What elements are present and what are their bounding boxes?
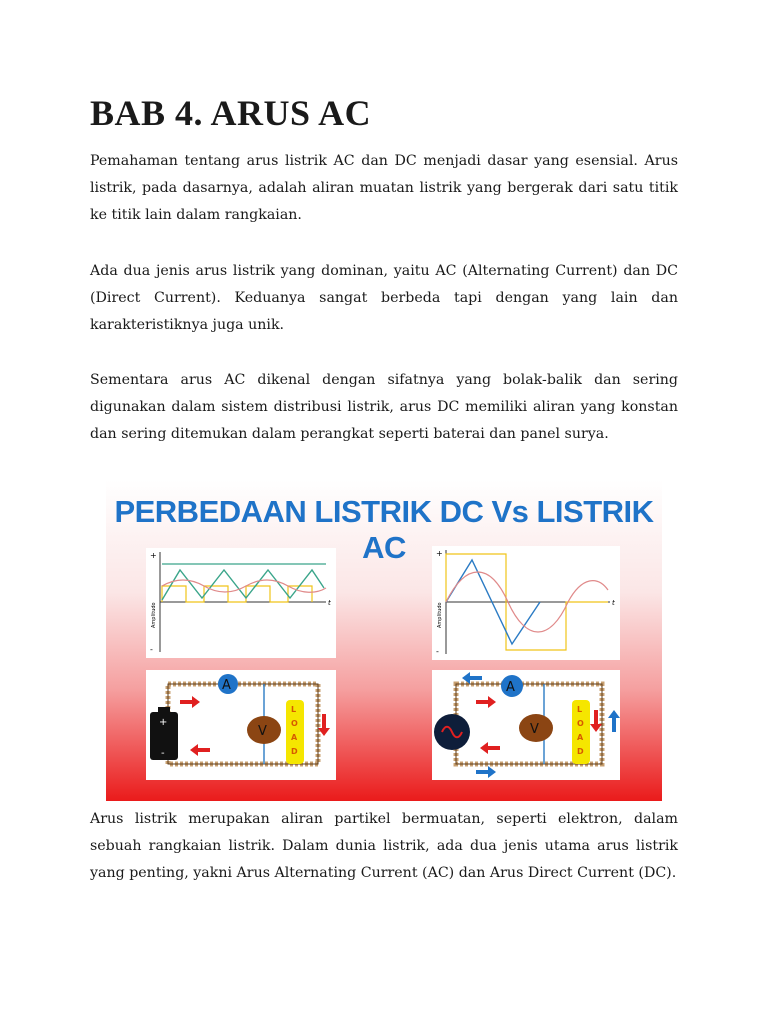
- ac-circuit-panel: [432, 670, 620, 780]
- current-arrow-left: [190, 744, 210, 756]
- t-axis-label: t: [328, 599, 331, 607]
- battery-terminal: [158, 707, 170, 713]
- ac-circuit-diagram: [432, 670, 620, 780]
- load-letter-a: A: [291, 733, 298, 742]
- current-arrow-right: [476, 696, 496, 708]
- pulse-wave-yellow: [162, 586, 312, 602]
- ammeter-label: A: [222, 678, 231, 693]
- plus-label: +: [436, 549, 443, 558]
- t-axis-label: t: [612, 599, 615, 607]
- paragraph-2: Ada dua jenis arus listrik yang dominan, yaitu AC (Alternating Current) dan DC (Direct Current). Keduanya sangat berbeda tapi dengan yang lain dan karakteristiknya juga unik.: [90, 263, 678, 333]
- dc-circuit-panel: [146, 670, 336, 780]
- amplitude-label: Amplitudo: [437, 602, 443, 628]
- ammeter-label: A: [506, 680, 515, 695]
- battery-minus: -: [161, 748, 165, 759]
- dc-waveform-graph: [146, 548, 336, 658]
- load-letter-d: D: [291, 747, 298, 756]
- minus-label: -: [436, 647, 439, 656]
- plus-label: +: [150, 551, 157, 560]
- load-letter-o: O: [291, 719, 298, 728]
- dc-vs-ac-figure: [106, 480, 662, 801]
- load-letter-o: O: [577, 719, 584, 728]
- load-letter-l: L: [291, 705, 297, 714]
- current-arrow-right: [180, 696, 200, 708]
- voltmeter-label: V: [258, 724, 267, 739]
- battery-plus: +: [159, 717, 168, 728]
- paragraph-3: Sementara arus AC dikenal dengan sifatnya yang bolak-balik dan sering digunakan dalam sistem distribusi listrik, arus DC memiliki aliran yang konstan dan sering ditemukan dalam perangkat seperti baterai dan panel surya.: [90, 372, 678, 442]
- paragraph-1: Pemahaman tentang arus listrik AC dan DC menjadi dasar yang esensial. Arus listrik, pada dasarnya, adalah aliran muatan listrik yang bergerak dari satu titik ke titik lain dalam rangkaian.: [90, 153, 678, 223]
- dc-circuit-diagram: [146, 670, 336, 780]
- load-letter-l: L: [577, 705, 583, 714]
- page-title: BAB 4. ARUS AC: [90, 93, 372, 133]
- ac-waveform-graph: [432, 546, 620, 660]
- ac-arrow-right-bottom: [476, 766, 496, 778]
- ac-arrow-up: [608, 710, 620, 732]
- load-letter-a: A: [577, 733, 584, 742]
- amplitude-label: Amplitudo: [151, 602, 157, 628]
- figure-title: PERBEDAAN LISTRIK DC Vs LISTRIK AC: [114, 494, 654, 565]
- load-letter-d: D: [577, 747, 584, 756]
- dc-waveform-panel: [146, 548, 336, 658]
- current-arrow-left: [480, 742, 500, 754]
- ac-waveform-panel: [432, 546, 620, 660]
- minus-label: -: [150, 645, 153, 654]
- voltmeter-label: V: [530, 722, 539, 737]
- paragraph-4: Arus listrik merupakan aliran partikel bermuatan, seperti elektron, dalam sebuah rangkaian listrik. Dalam dunia listrik, ada dua jenis utama arus listrik yang penting, yakni Arus Alternating Current (AC) dan Arus Direct Current (DC).: [90, 811, 678, 881]
